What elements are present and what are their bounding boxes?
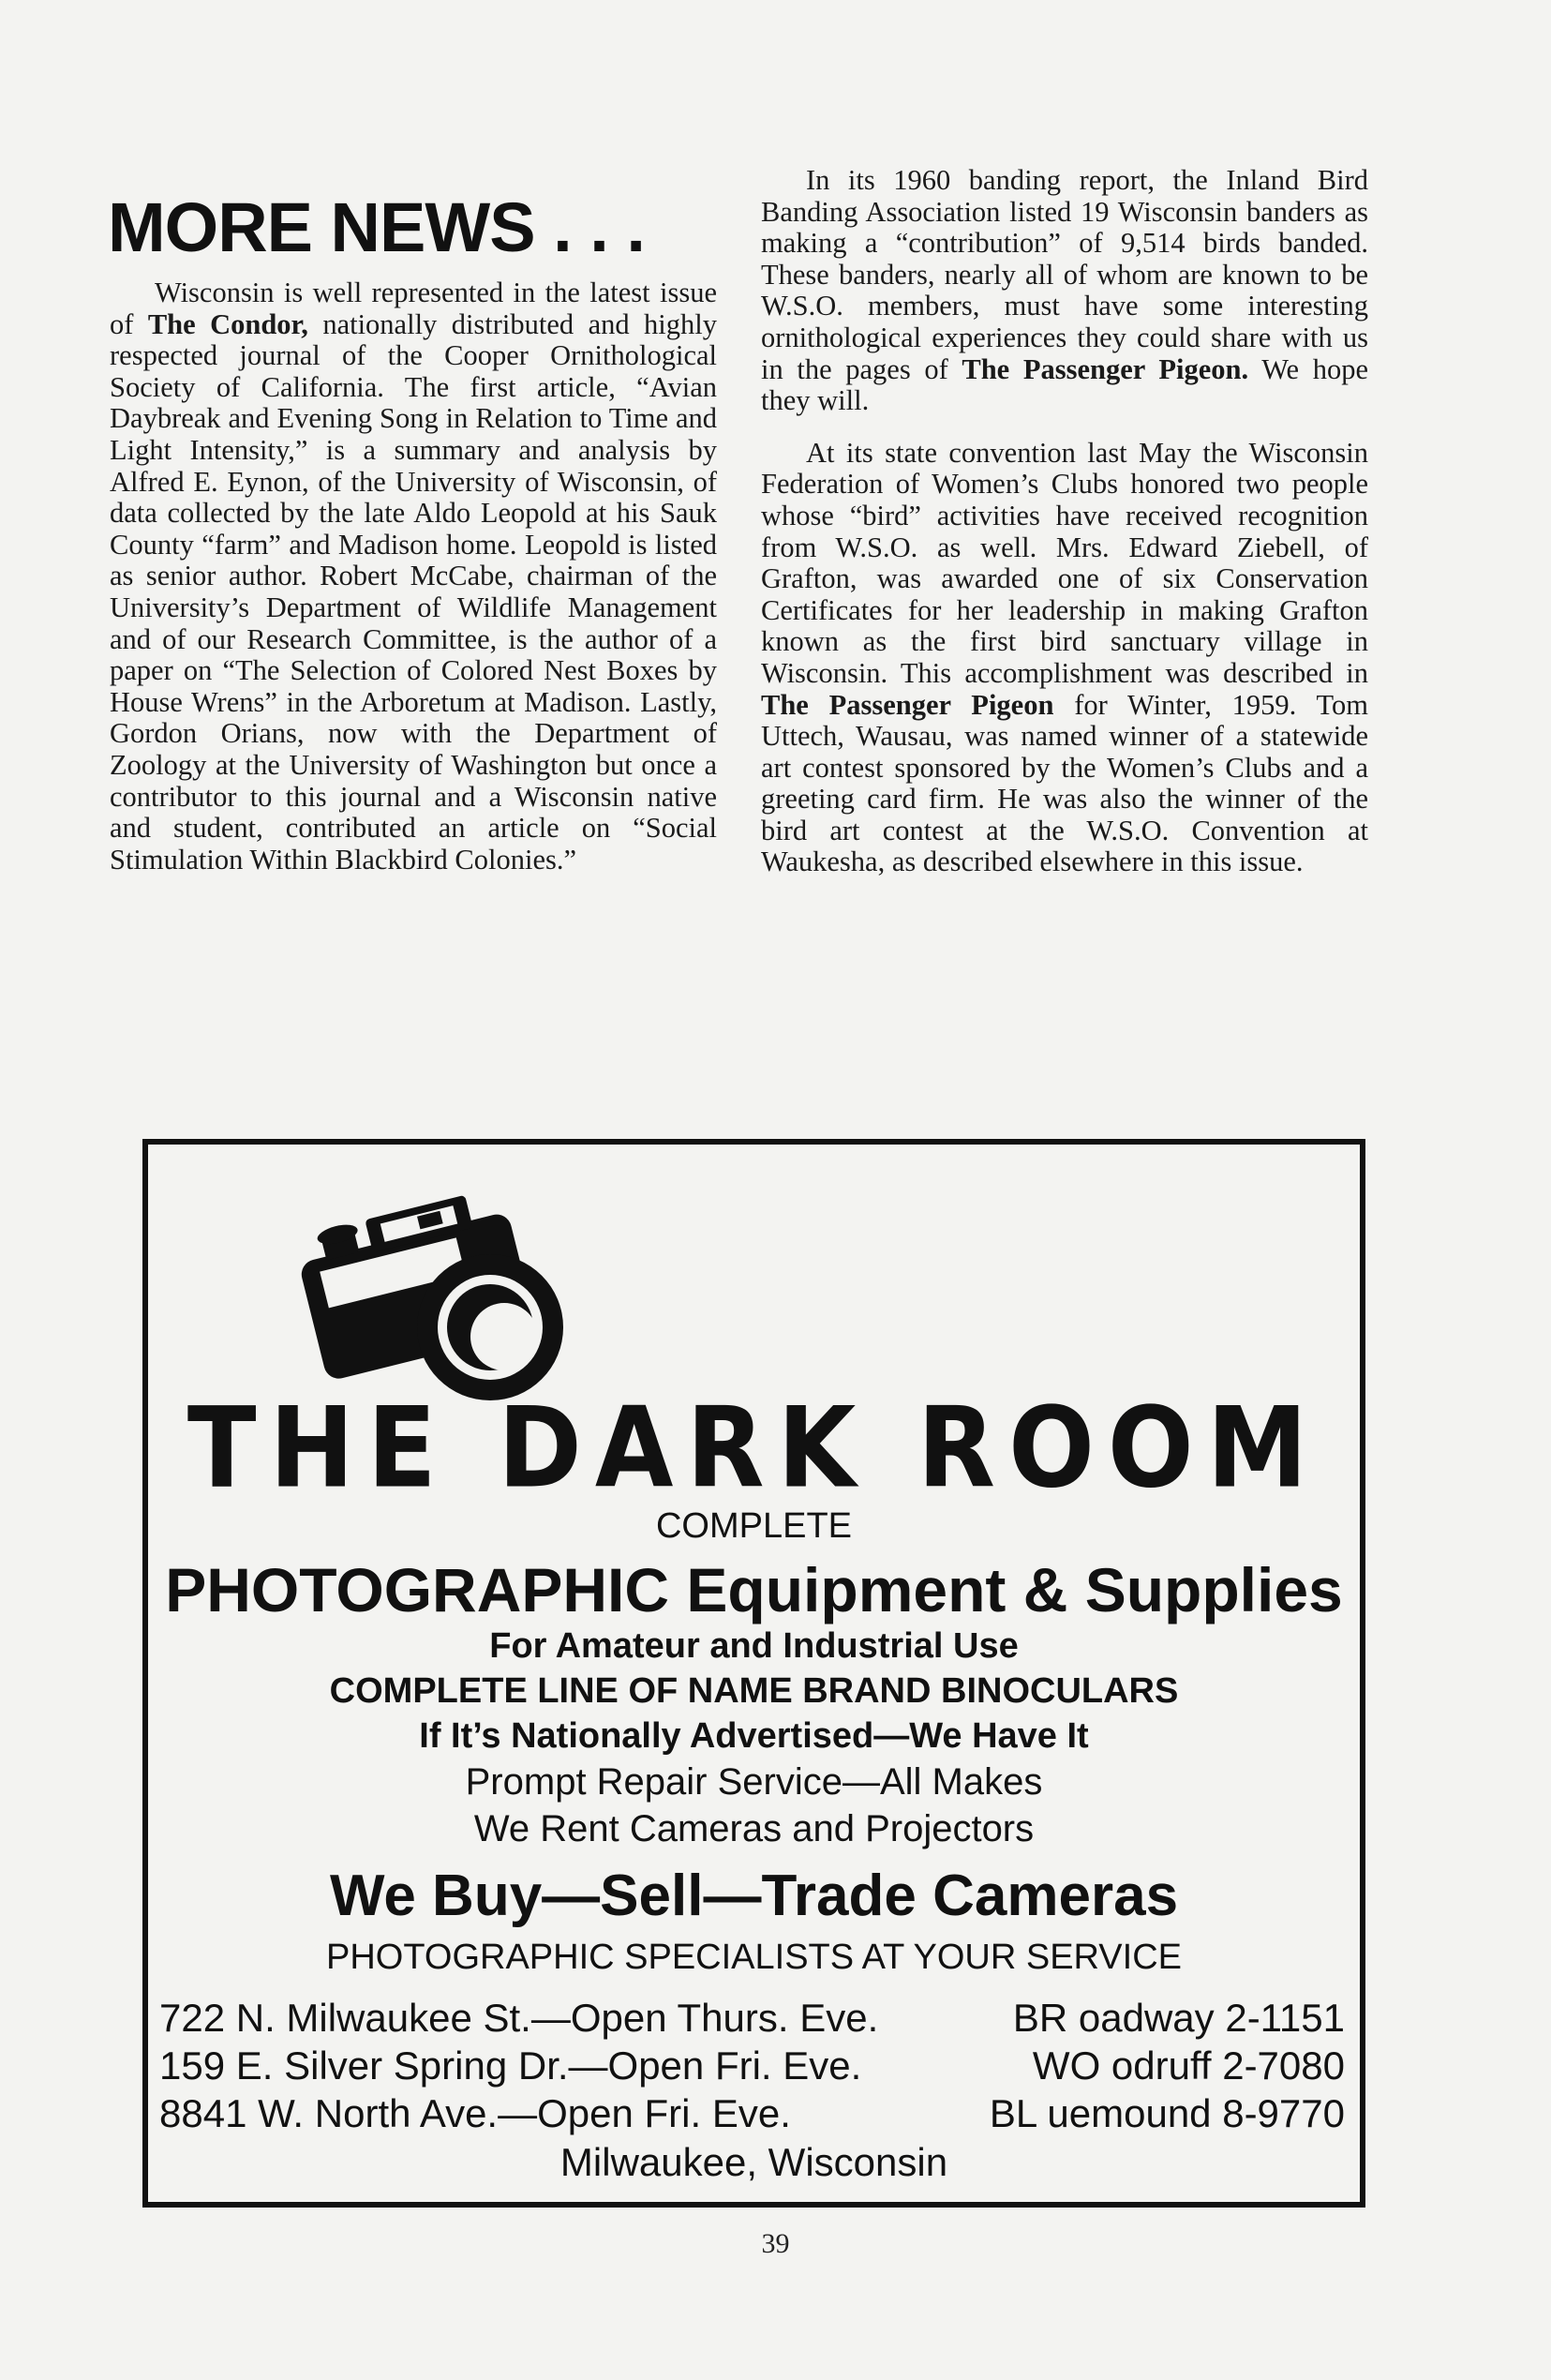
clubs-text: At its state convention last May the Wisconsin Federation of Women’s Clubs honored two people whose “bird” activities have received recognition from W.S.O. as well. Mrs. Edward Ziebell, of Grafton, was awarded one of six Conservation Certificates for her leadership in making Grafton known as the first bird sanctuary village in Wisconsin. This accomplishment was described in <box>761 436 1368 689</box>
passenger-pigeon-title-2: The Passenger Pigeon <box>761 688 1054 721</box>
banding-text-end: We hope they will. <box>761 352 1368 417</box>
condor-title: The Condor, <box>147 307 308 340</box>
camera-icon <box>270 1168 579 1402</box>
paragraph-text: Wisconsin is well represented in the latest issue of <box>110 277 717 340</box>
ad-line-repair: Prompt Repair Service—All Makes <box>465 1761 1043 1803</box>
ad-line-amateur: For Amateur and Industrial Use <box>489 1626 1019 1666</box>
store-phone: BR oadway 2-1151 <box>1012 1996 1345 2040</box>
store-address: 8841 W. North Ave.—Open Fri. Eve. <box>159 2091 791 2135</box>
banding-text: In its 1960 banding report, the Inland Bird Banding Association listed 19 Wisconsin banders as making a “contribution” of 9,514 birds banded. These banders, nearly all of whom are known to be W.S.O. members, must have some interesting ornithological experiences they could share with us in the pages of <box>761 164 1368 385</box>
ad-line-complete: COMPLETE <box>655 1506 853 1546</box>
ad-line-specialists: PHOTOGRAPHIC SPECIALISTS AT YOUR SERVICE <box>326 1938 1182 1977</box>
ad-line-equipment: PHOTOGRAPHIC Equipment & Supplies <box>165 1555 1343 1624</box>
store-phone: BL uemound 8-9770 <box>989 2091 1345 2135</box>
page-heading: MORE NEWS . . . <box>108 188 645 266</box>
dark-room-advertisement <box>142 1139 1365 2208</box>
paragraph-text-rest: nationally distributed and highly respected journal of the Cooper Ornithological Society of California. The first article, “Avian Daybreak and Evening Song in Relation to Time and Light Intensity,” is a summary and analysis by Alfred E. Eynon, of the University of Wisconsin, of data collected by the late Aldo Leopold at his Sauk County “farm” and Madison home. Leopold is listed as senior author. Robert McCabe, chairman of the University’s Department of Wildlife Management and of our Research Committee, is the author of a paper on “The Selection of Colored Nest Boxes by House Wrens” in the Arboretum at Madison. Lastly, Gordon Orians, now with the Department of Zoology at the University of Washington but once a contributor to this journal and a Wisconsin native and student, contributed an article on “Social Stimulation Within Blackbird Colonies.” <box>110 307 717 876</box>
store-address: 159 E. Silver Spring Dr.—Open Fri. Eve. <box>159 2043 862 2088</box>
ad-line-binoculars: COMPLETE LINE OF NAME BRAND BINOCULARS <box>329 1671 1179 1711</box>
ad-line-buy-sell-trade: We Buy—Sell—Trade Cameras <box>329 1864 1179 1928</box>
store-phone: WO odruff 2-7080 <box>1032 2043 1345 2088</box>
passenger-pigeon-title: The Passenger Pigeon. <box>962 352 1249 385</box>
page-number: 39 <box>761 2228 790 2259</box>
ad-line-advertised: If It’s Nationally Advertised—We Have It <box>419 1716 1089 1756</box>
condor-paragraph <box>110 277 717 876</box>
ad-line-rent: We Rent Cameras and Projectors <box>473 1808 1035 1849</box>
ad-title: THE DARK ROOM <box>186 1384 1321 1514</box>
womens-clubs-paragraph <box>761 438 1368 878</box>
clubs-text-end: for Winter, 1959. Tom Uttech, Wausau, was named winner of a statewide art contest sponsored by the Women’s Clubs and a greeting card firm. He was also the winner of the bird art contest at the W.S.O. Convention at Waukesha, as described elsewhere in this issue. <box>761 688 1368 878</box>
right-article-column <box>761 165 1368 878</box>
store-address: 722 N. Milwaukee St.—Open Thurs. Eve. <box>159 1996 879 2040</box>
left-article-column <box>110 277 717 876</box>
ad-city: Milwaukee, Wisconsin <box>559 2140 948 2184</box>
banding-paragraph <box>761 165 1368 417</box>
